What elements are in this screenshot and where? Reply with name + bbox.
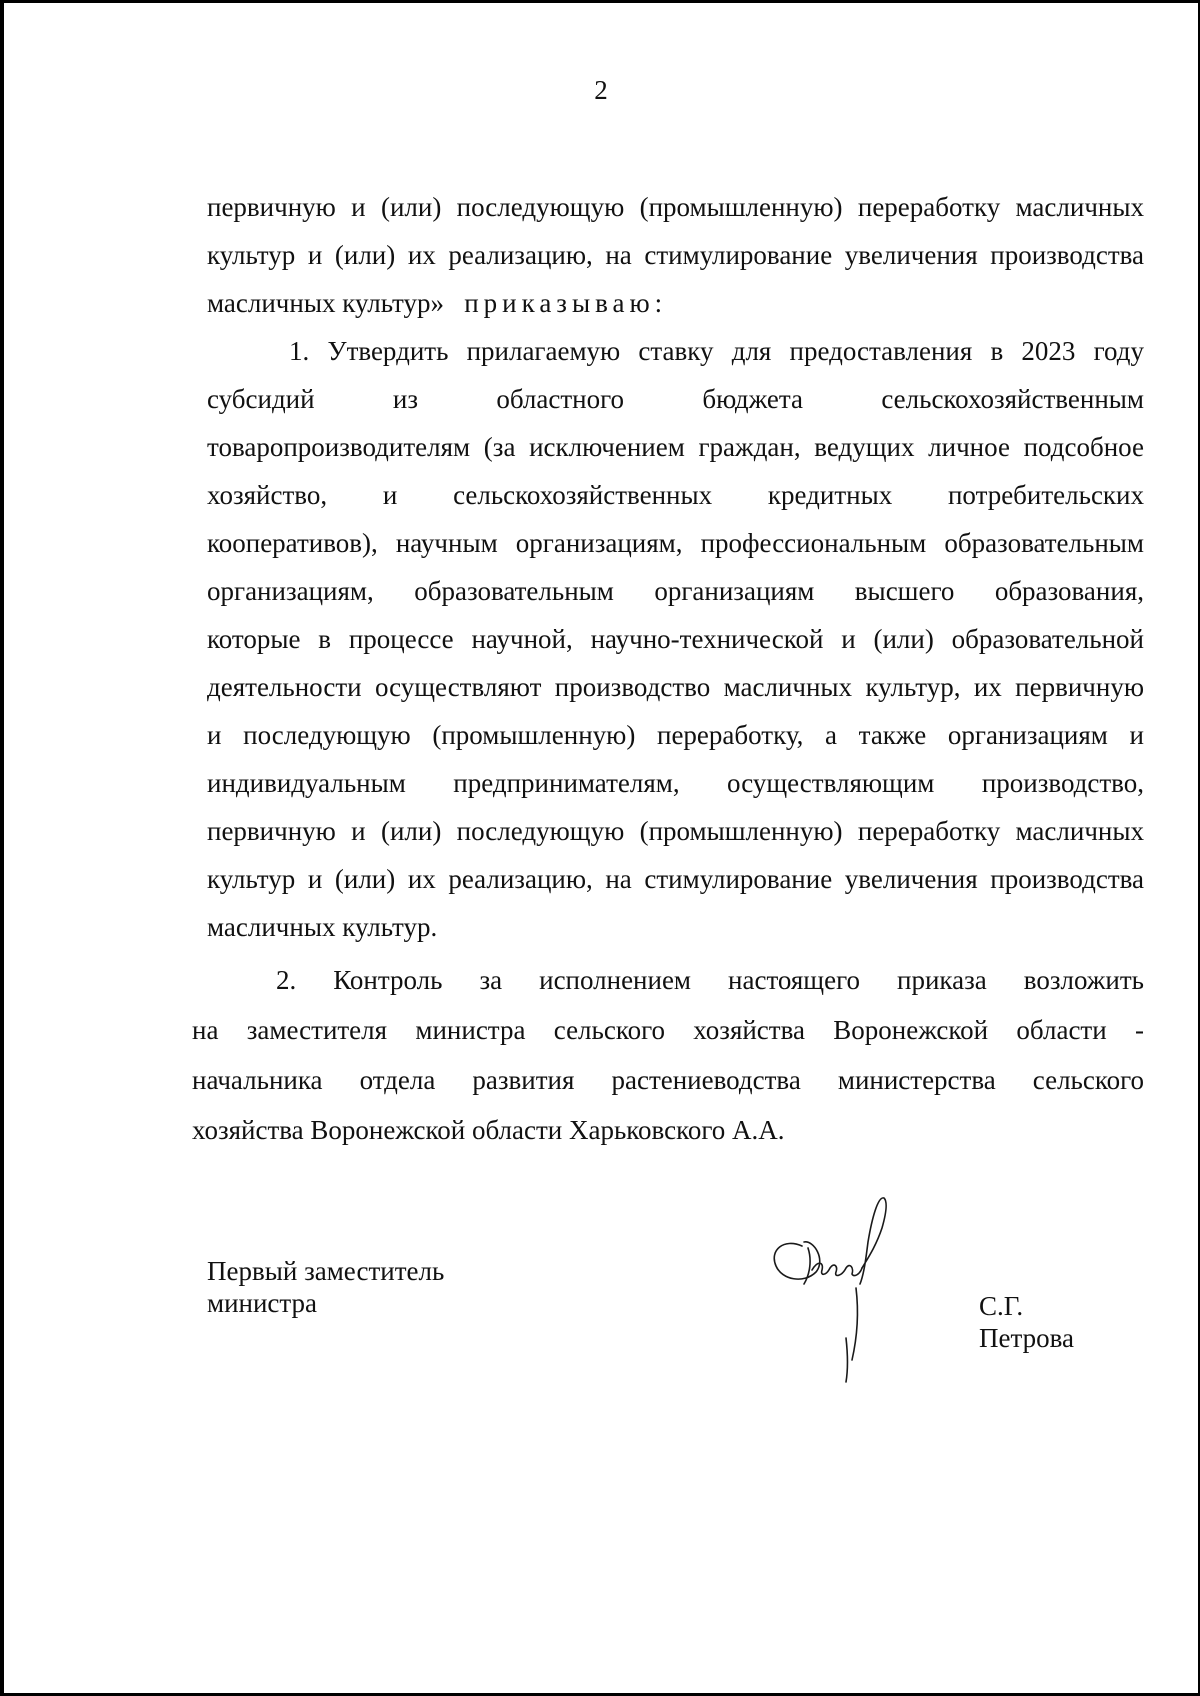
decree-word: приказываю: bbox=[464, 288, 668, 318]
text-line: 1. Утвердить прилагаемую ставку для предоставления в 2023 году bbox=[289, 336, 1144, 366]
signer-name: С.Г. Петрова bbox=[979, 1291, 1074, 1353]
text-line: которые в процессе научной, научно-технической и (или) образовательной bbox=[207, 624, 1144, 654]
text-line: индивидуальным предпринимателям, осуществляющим производство, bbox=[207, 768, 1144, 798]
text-line: и последующую (промышленную) переработку, а также организациям и bbox=[207, 720, 1144, 750]
signer-title bbox=[207, 1255, 527, 1319]
text-line: на заместителя министра сельского хозяйства Воронежской области - bbox=[192, 1015, 1144, 1045]
text-line: первичную и (или) последующую (промышленную) переработку масличных bbox=[207, 816, 1144, 846]
text-line: кооперативов), научным организациям, профессиональным образовательным bbox=[207, 528, 1144, 558]
text-line: культур и (или) их реализацию, на стимулирование увеличения производства bbox=[207, 864, 1144, 894]
signer-title-line: министра bbox=[207, 1288, 318, 1318]
intro-last-text: масличных культур» bbox=[207, 288, 444, 318]
text-line: товаропроизводителям (за исключением граждан, ведущих личное подсобное bbox=[207, 432, 1144, 462]
text-line: масличных культур. bbox=[207, 912, 438, 942]
text-line: начальника отдела развития растениеводства министерства сельского bbox=[192, 1065, 1144, 1095]
text-line: деятельности осуществляют производство масличных культур, их первичную bbox=[207, 672, 1144, 702]
text-line: культур и (или) их реализацию, на стимулирование увеличения производства bbox=[207, 240, 1144, 270]
text-line: 2. Контроль за исполнением настоящего приказа возложить bbox=[276, 965, 1144, 995]
text-line: хозяйства Воронежской области Харьковского А.А. bbox=[192, 1115, 785, 1145]
text-line: первичную и (или) последующую (промышленную) переработку масличных bbox=[207, 192, 1144, 222]
text-line bbox=[207, 279, 1144, 327]
page-number: 2 bbox=[594, 75, 608, 105]
text-line: организациям, образовательным организациям высшего образования, bbox=[207, 576, 1144, 606]
signer-title-line: Первый заместитель bbox=[207, 1256, 445, 1286]
text-line: хозяйство, и сельскохозяйственных кредитных потребительских bbox=[207, 480, 1144, 510]
text-line: субсидий из областного бюджета сельскохозяйственным bbox=[207, 384, 1144, 414]
handwritten-signature bbox=[764, 1188, 924, 1388]
